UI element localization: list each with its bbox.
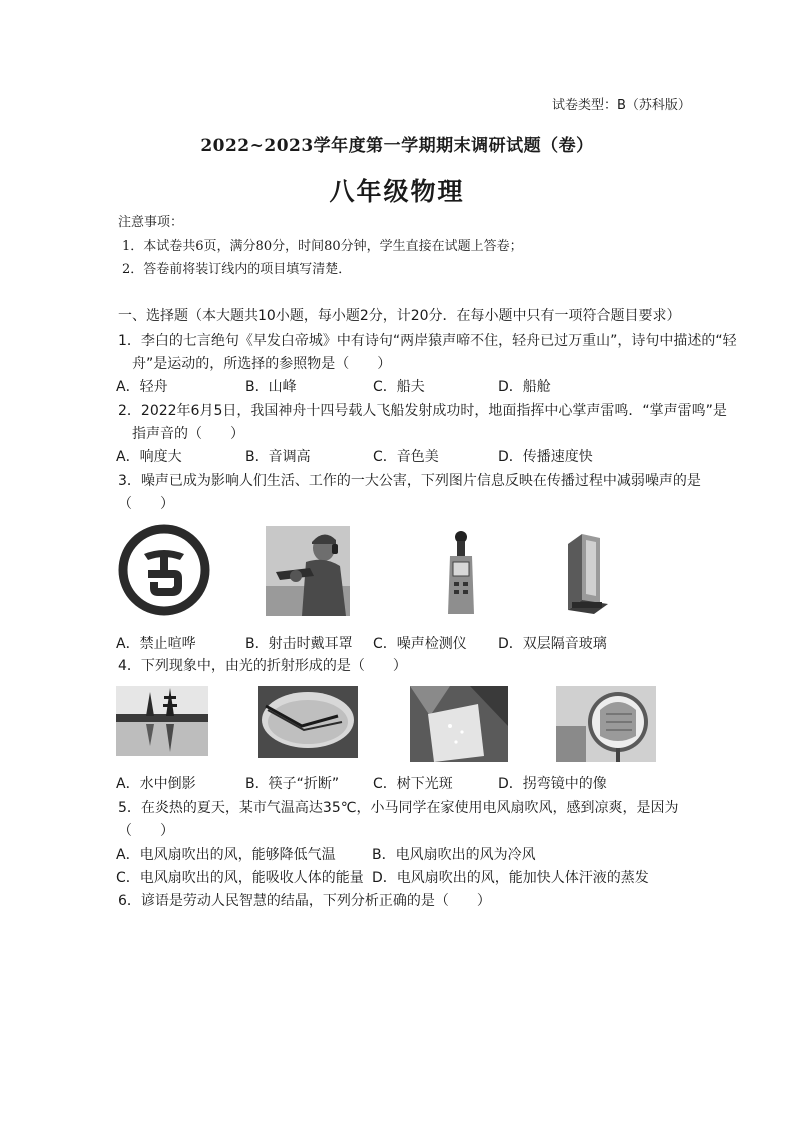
- question-5-line-2: （ ）: [118, 823, 174, 839]
- chopsticks-bowl-image: [258, 686, 358, 758]
- subject-title: 八年级物理: [329, 177, 465, 206]
- note-item: 1．本试卷共6页，满分80分，时间80分钟，学生直接在试题上答卷；: [122, 239, 523, 254]
- q1-option-b: B．山峰: [245, 379, 297, 395]
- question-1-line-2: 舟”是运动的，所选择的参照物是（ ）: [132, 356, 392, 372]
- question-6-line-1: 6．谚语是劳动人民智慧的结晶，下列分析正确的是（ ）: [118, 893, 491, 909]
- light-spots-image: [410, 686, 508, 762]
- exam-title: 2022~2023学年度第一学期期末调研试题（卷）: [200, 136, 594, 156]
- question-1-line-1: 1．李白的七言绝句《早发白帝城》中有诗句“两岸猿声啼不住，轻舟已过万重山”，诗句中描述的“轻: [118, 333, 737, 349]
- q1-option-a: A．轻舟: [116, 379, 168, 395]
- water-reflection-image: [116, 686, 208, 756]
- section-heading: 一、选择题（本大题共10小题，每小题2分，计20分．在每小题中只有一项符合题目要求）: [118, 308, 681, 324]
- noise-meter-image: [436, 528, 486, 618]
- q2-option-a: A．响度大: [116, 449, 182, 465]
- q5-option-c: C．电风扇吹出的风，能吸收人体的能量: [116, 870, 364, 886]
- note-item: 2．答卷前将装订线内的项目填写清楚．: [122, 262, 352, 277]
- question-4-line-1: 4．下列现象中，由光的折射形成的是（ ）: [118, 658, 407, 674]
- q4-option-c: C．树下光斑: [373, 776, 453, 792]
- notes-heading: 注意事项：: [118, 215, 184, 230]
- q3-option-c: C．噪声检测仪: [373, 636, 467, 652]
- question-2-line-1: 2．2022年6月5日，我国神舟十四号载人飞船发射成功时，地面指挥中心掌声雷鸣．“掌声雷鸣”是: [118, 403, 727, 419]
- q1-option-c: C．船夫: [373, 379, 425, 395]
- q5-option-a: A．电风扇吹出的风，能够降低气温: [116, 847, 336, 863]
- convex-mirror-image: [556, 686, 656, 762]
- q3-option-b: B．射击时戴耳罩: [245, 636, 353, 652]
- question-3-line-2: （ ）: [118, 496, 174, 512]
- q2-option-d: D．传播速度快: [498, 449, 593, 465]
- shooting-earmuffs-image: [266, 526, 350, 616]
- question-3-line-1: 3．噪声已成为影响人们生活、工作的一大公害，下列图片信息反映在传播过程中减弱噪声的是: [118, 473, 701, 489]
- question-5-line-1: 5．在炎热的夏天，某市气温高达35℃，小马同学在家使用电风扇吹风，感到凉爽，是因为: [118, 800, 679, 816]
- double-glazed-glass-image: [560, 530, 612, 618]
- q3-option-a: A．禁止喧哗: [116, 636, 196, 652]
- paper-type: 试卷类型：B（苏科版）: [552, 98, 691, 113]
- q5-option-b: B．电风扇吹出的风为冷风: [372, 847, 536, 863]
- question-2-line-2: 指声音的（ ）: [132, 426, 244, 442]
- q3-option-d: D．双层隔音玻璃: [498, 636, 607, 652]
- q5-option-d: D．电风扇吹出的风，能加快人体汗液的蒸发: [372, 870, 649, 886]
- q2-option-c: C．音色美: [373, 449, 439, 465]
- q1-option-d: D．船舱: [498, 379, 551, 395]
- no-noise-sign-image: [118, 524, 210, 616]
- q4-option-d: D．拐弯镜中的像: [498, 776, 607, 792]
- q2-option-b: B．音调高: [245, 449, 311, 465]
- q4-option-a: A．水中倒影: [116, 776, 196, 792]
- q4-option-b: B．筷子“折断”: [245, 776, 340, 792]
